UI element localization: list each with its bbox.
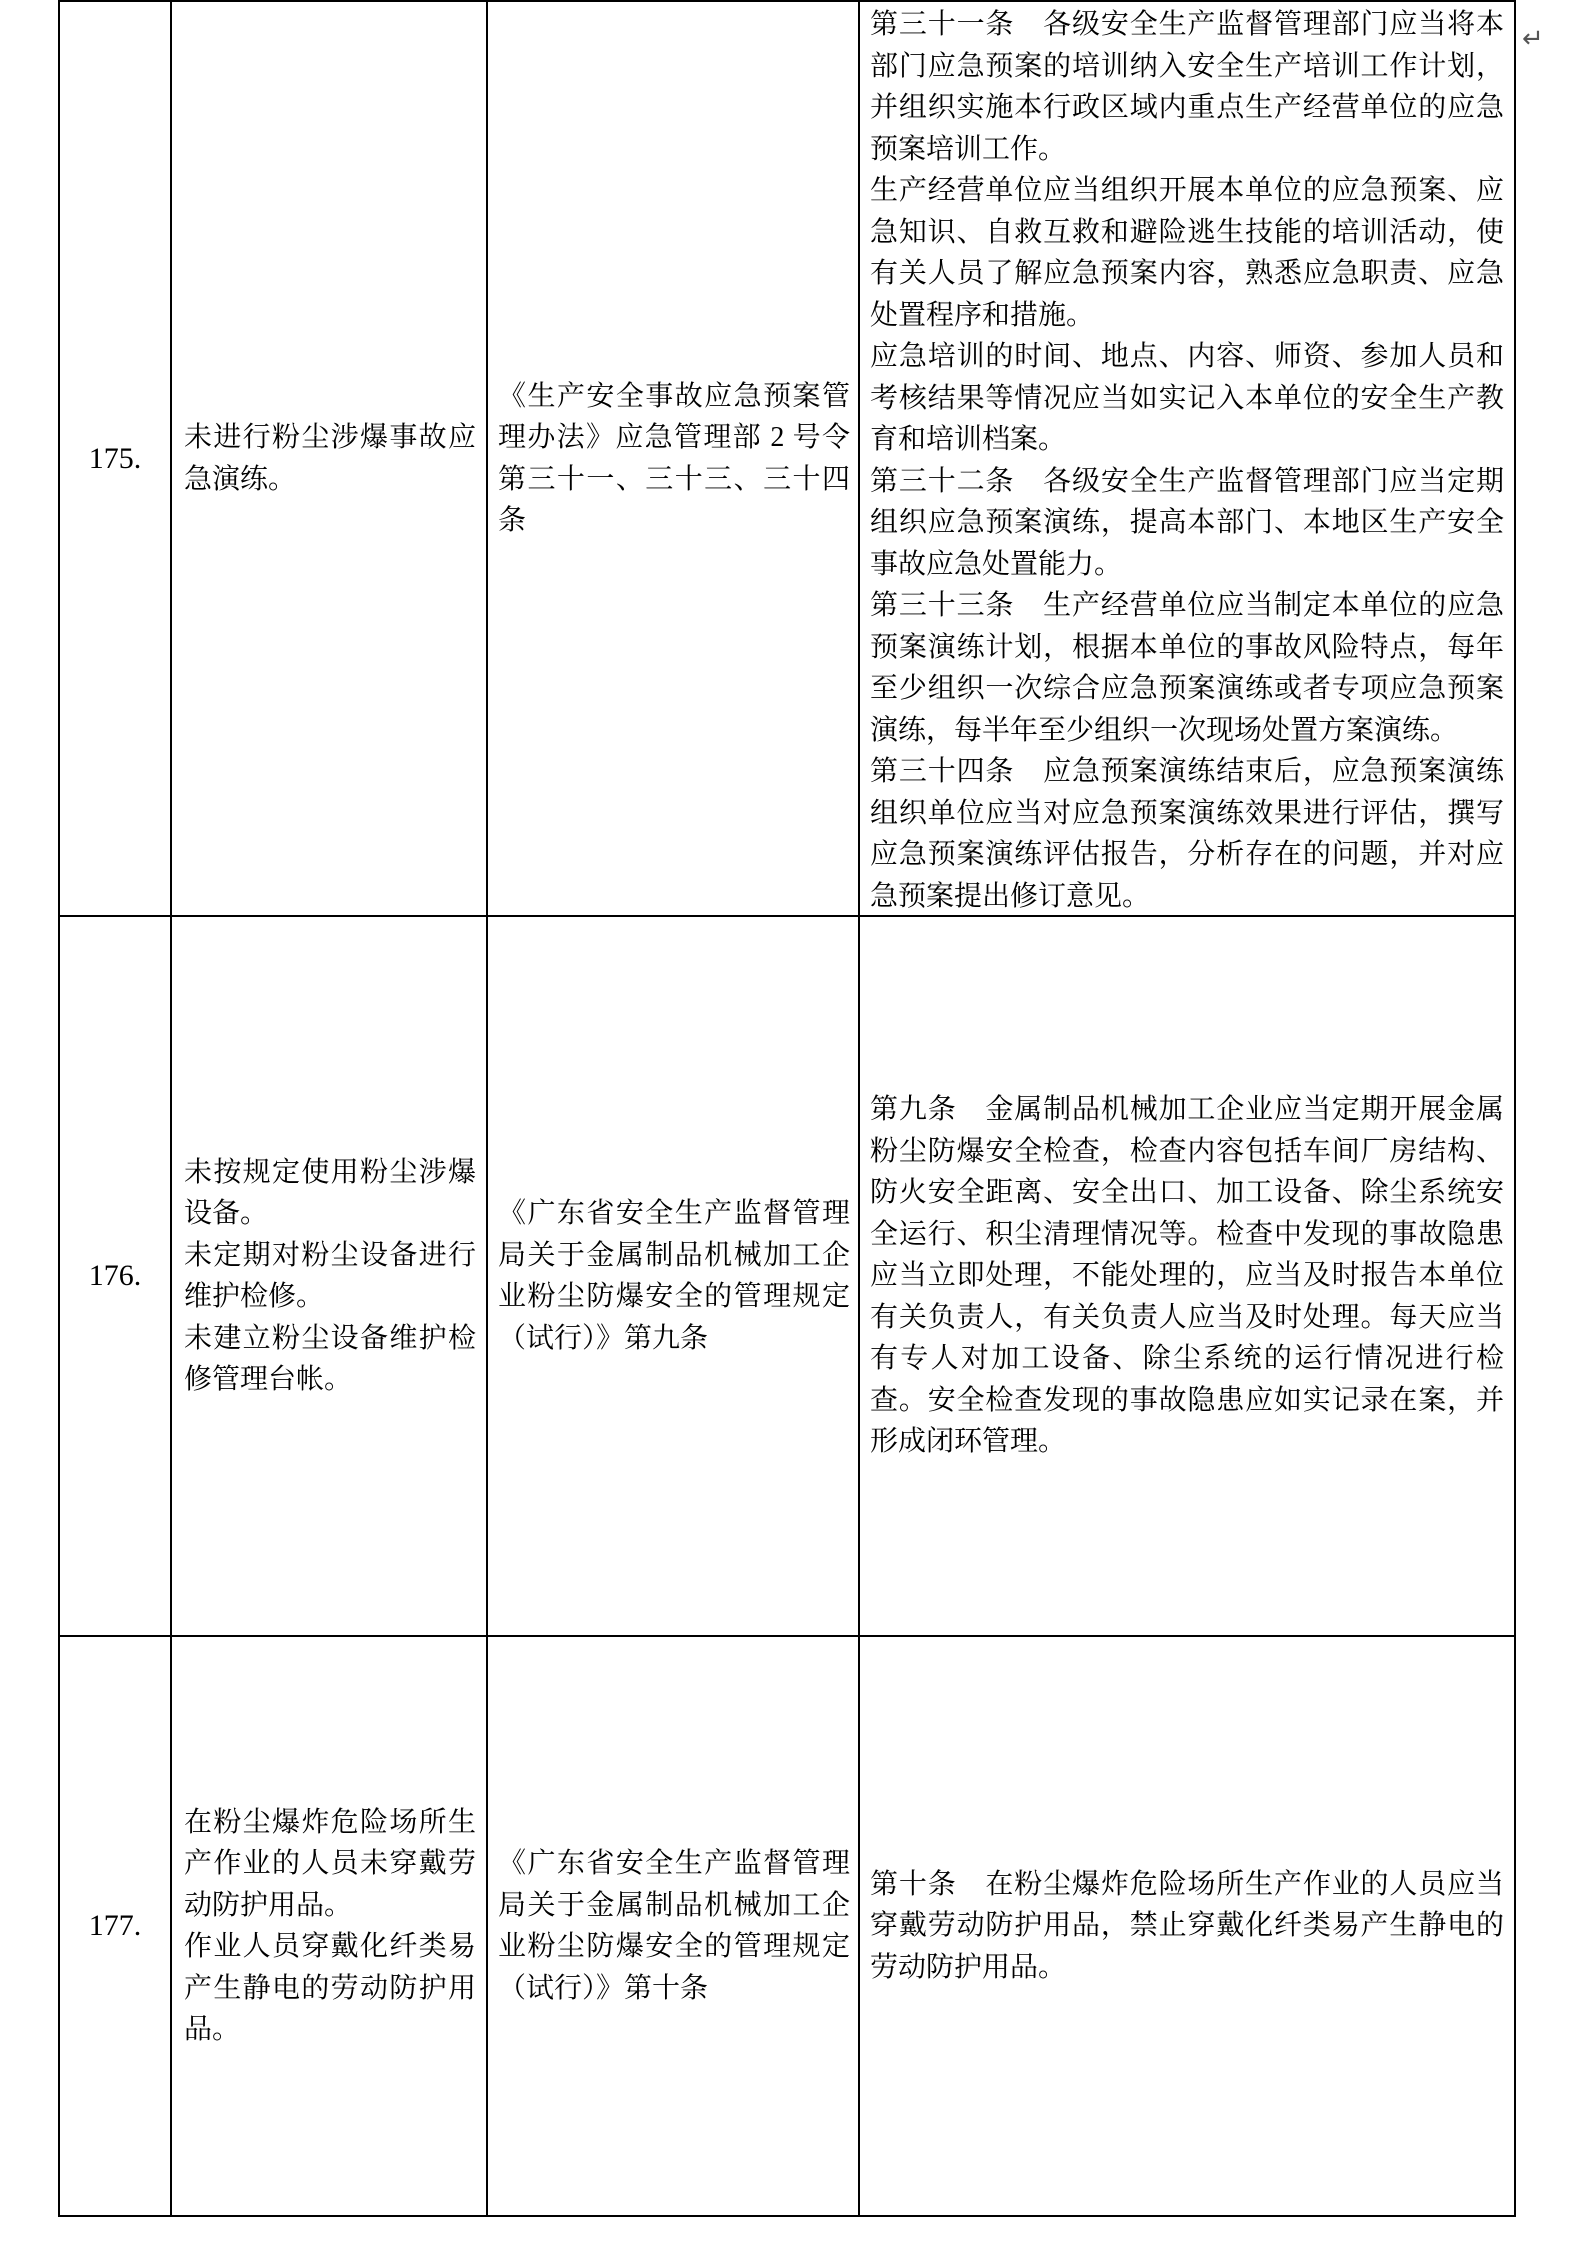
- legal-text: [870, 4, 1504, 915]
- paragraph: 第三十二条 各级安全生产监督管理部门应当定期组织应急预案演练，提高本部门、本地区生产安全事故应急处置能力。: [870, 465, 1504, 580]
- row-number-cell: [58, 915, 170, 1635]
- paragraph: 在粉尘爆炸危险场所生产作业的人员未穿戴劳动防护用品。: [184, 1806, 476, 1921]
- paragraph: 第九条 金属制品机械加工企业应当定期开展金属粉尘防爆安全检查，检查内容包括车间厂房结构、防火安全距离、安全出口、加工设备、除尘系统安全运行、积尘清理情况等。检查中发现的事故隐患应当立即处理，不能处理的，应当及时报告本单位有关负责人，有关负责人应当及时处理。每天应当有专人对加工设备、除尘系统的运行情况进行检查。安全检查发现的事故隐患应如实记录在案，并形成闭环管理。: [870, 1094, 1504, 1458]
- legal-text: [870, 1864, 1504, 1989]
- legal-basis-text: 《广东省安全生产监督管理局关于金属制品机械加工企业粉尘防爆安全的管理规定（试行）》第九条: [498, 1198, 850, 1354]
- paragraph-mark-icon: ↵: [1522, 24, 1544, 54]
- paragraph: 应急培训的时间、地点、内容、师资、参加人员和考核结果等情况应当如实记入本单位的安全生产教育和培训档案。: [870, 341, 1504, 455]
- row-number-cell: [58, 0, 170, 915]
- legal-basis-text: 《生产安全事故应急预案管理办法》应急管理部 2 号令第三十一、三十三、三十四条: [498, 380, 850, 536]
- violation-cell: [170, 1635, 486, 2215]
- paragraph: 作业人员穿戴化纤类易产生静电的劳动防护用品。: [184, 1931, 476, 2045]
- paragraph: 未建立粉尘设备维护检修管理台帐。: [184, 1322, 476, 1395]
- violation-table: [58, 0, 1516, 2217]
- row-number: 175.: [88, 441, 142, 475]
- violation-text: [184, 417, 476, 500]
- violation-text: [184, 1802, 476, 2051]
- legal-basis-cell: [486, 915, 858, 1635]
- row-number: 176.: [88, 1259, 142, 1293]
- row-number: 177.: [88, 1909, 142, 1943]
- paragraph: 未按规定使用粉尘涉爆设备。: [184, 1156, 476, 1229]
- legal-text: [870, 1089, 1504, 1463]
- violation-cell: [170, 0, 486, 915]
- violation-cell: [170, 915, 486, 1635]
- row-number-cell: [58, 1635, 170, 2215]
- legal-text-cell: [858, 915, 1514, 1635]
- legal-basis-text: 《广东省安全生产监督管理局关于金属制品机械加工企业粉尘防爆安全的管理规定（试行）》第十条: [498, 1848, 850, 2004]
- paragraph: 未进行粉尘涉爆事故应急演练。: [184, 422, 476, 495]
- paragraph: 第三十三条 生产经营单位应当制定本单位的应急预案演练计划，根据本单位的事故风险特点，每年至少组织一次综合应急预案演练或者专项应急预案演练，每半年至少组织一次现场处置方案演练。: [870, 590, 1504, 746]
- paragraph: 第三十一条 各级安全生产监督管理部门应当将本部门应急预案的培训纳入安全生产培训工作计划，并组织实施本行政区域内重点生产经营单位的应急预案培训工作。: [870, 9, 1504, 165]
- legal-basis-cell: [486, 0, 858, 915]
- paragraph: 第十条 在粉尘爆炸危险场所生产作业的人员应当穿戴劳动防护用品，禁止穿戴化纤类易产生静电的劳动防护用品。: [870, 1868, 1504, 1983]
- legal-text-cell: [858, 1635, 1514, 2215]
- paragraph: 生产经营单位应当组织开展本单位的应急预案、应急知识、自救互救和避险逃生技能的培训活动，使有关人员了解应急预案内容，熟悉应急职责、应急处置程序和措施。: [870, 175, 1504, 331]
- violation-text: [184, 1152, 476, 1401]
- paragraph: 第三十四条 应急预案演练结束后，应急预案演练组织单位应当对应急预案演练效果进行评估，撰写应急预案演练评估报告，分析存在的问题，并对应急预案提出修订意见。: [870, 756, 1504, 912]
- paragraph: 未定期对粉尘设备进行维护检修。: [184, 1239, 476, 1312]
- legal-text-cell: [858, 0, 1514, 915]
- legal-basis-cell: [486, 1635, 858, 2215]
